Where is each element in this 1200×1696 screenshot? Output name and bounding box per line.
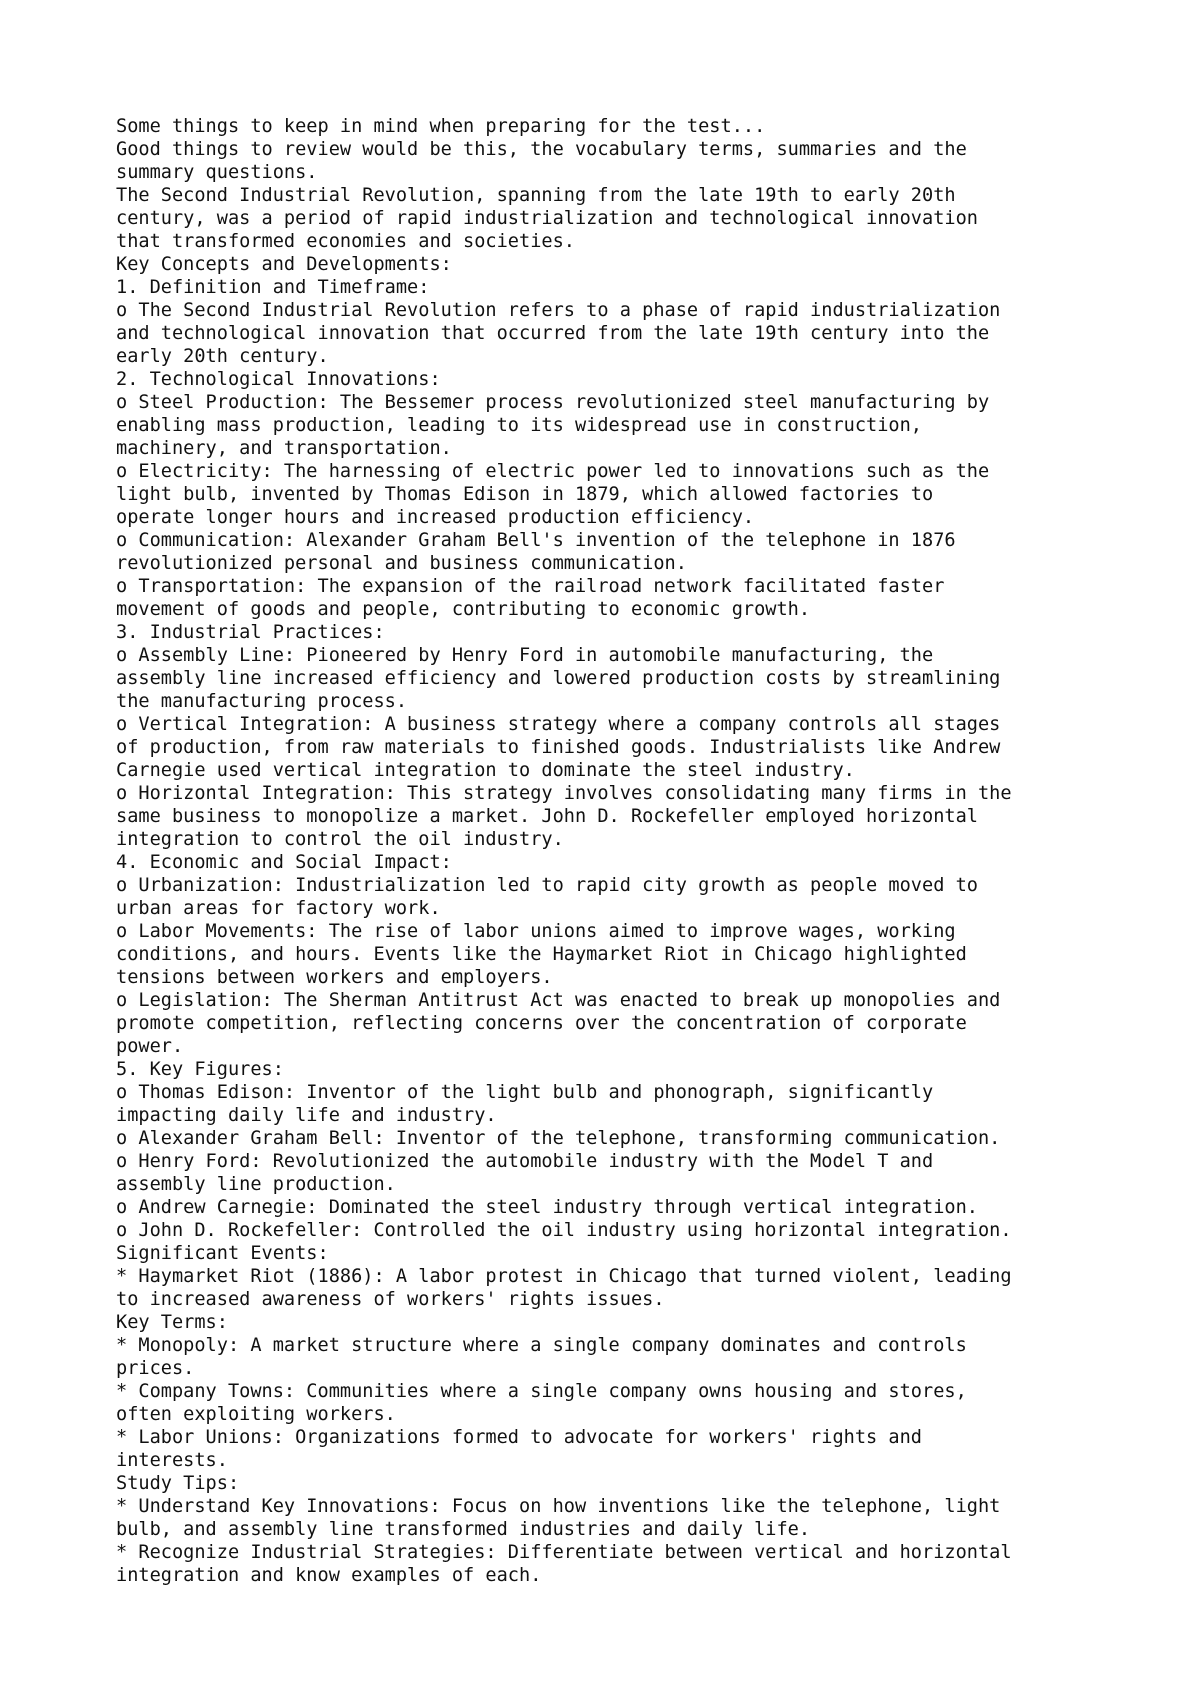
text-line: Carnegie used vertical integration to dominate the steel industry. <box>116 760 855 781</box>
text-line: promote competition, reflecting concerns over the concentration of corporate <box>116 1013 967 1034</box>
text-line: early 20th century. <box>116 346 329 367</box>
text-line: o The Second Industrial Revolution refers to a phase of rapid industrialization <box>116 300 1001 321</box>
text-line: Significant Events: <box>116 1243 329 1264</box>
text-line: o Transportation: The expansion of the railroad network facilitated faster <box>116 576 945 597</box>
text-line: * Labor Unions: Organizations formed to advocate for workers' rights and <box>116 1427 922 1448</box>
text-line: integration to control the oil industry. <box>116 829 564 850</box>
text-line: often exploiting workers. <box>116 1404 396 1425</box>
text-line: * Understand Key Innovations: Focus on how inventions like the telephone, light <box>116 1496 1001 1517</box>
text-line: tensions between workers and employers. <box>116 967 553 988</box>
text-line: o Thomas Edison: Inventor of the light bulb and phonograph, significantly <box>116 1082 934 1103</box>
text-line: prices. <box>116 1358 195 1379</box>
text-line: o Communication: Alexander Graham Bell's invention of the telephone in 1876 <box>116 530 956 551</box>
text-line: o Alexander Graham Bell: Inventor of the telephone, transforming communication. <box>116 1128 1001 1149</box>
text-line: interests. <box>116 1450 228 1471</box>
text-line: * Monopoly: A market structure where a single company dominates and controls <box>116 1335 967 1356</box>
text-line: conditions, and hours. Events like the Haymarket Riot in Chicago highlighted <box>116 944 967 965</box>
text-line: o Henry Ford: Revolutionized the automobile industry with the Model T and <box>116 1151 934 1172</box>
text-line: o John D. Rockefeller: Controlled the oil industry using horizontal integration. <box>116 1220 1012 1241</box>
text-line: o Andrew Carnegie: Dominated the steel industry through vertical integration. <box>116 1197 978 1218</box>
text-line: 4. Economic and Social Impact: <box>116 852 452 873</box>
text-line: o Urbanization: Industrialization led to rapid city growth as people moved to <box>116 875 978 896</box>
text-line: assembly line production. <box>116 1174 396 1195</box>
text-line: same business to monopolize a market. John D. Rockefeller employed horizontal <box>116 806 978 827</box>
text-line: power. <box>116 1036 184 1057</box>
document-body <box>116 115 1126 1587</box>
text-line: 5. Key Figures: <box>116 1059 284 1080</box>
text-line: machinery, and transportation. <box>116 438 452 459</box>
text-line: o Legislation: The Sherman Antitrust Act was enacted to break up monopolies and <box>116 990 1001 1011</box>
text-line: to increased awareness of workers' rights issues. <box>116 1289 665 1310</box>
text-line: century, was a period of rapid industrialization and technological innovation <box>116 208 978 229</box>
text-line: summary questions. <box>116 162 318 183</box>
text-line: Key Terms: <box>116 1312 228 1333</box>
text-line: * Recognize Industrial Strategies: Differentiate between vertical and horizontal <box>116 1542 1012 1563</box>
text-line: of production, from raw materials to finished goods. Industrialists like Andrew <box>116 737 1001 758</box>
text-line: revolutionized personal and business communication. <box>116 553 687 574</box>
text-line: * Company Towns: Communities where a single company owns housing and stores, <box>116 1381 967 1402</box>
text-line: 2. Technological Innovations: <box>116 369 441 390</box>
text-line: o Assembly Line: Pioneered by Henry Ford in automobile manufacturing, the <box>116 645 934 666</box>
text-line: urban areas for factory work. <box>116 898 441 919</box>
text-line: integration and know examples of each. <box>116 1565 542 1586</box>
text-line: the manufacturing process. <box>116 691 408 712</box>
text-line: assembly line increased efficiency and lowered production costs by streamlining <box>116 668 1001 689</box>
text-line: Key Concepts and Developments: <box>116 254 452 275</box>
text-line: impacting daily life and industry. <box>116 1105 497 1126</box>
text-line: enabling mass production, leading to its widespread use in construction, <box>116 415 922 436</box>
text-line: Good things to review would be this, the vocabulary terms, summaries and the <box>116 139 967 160</box>
text-line: bulb, and assembly line transformed industries and daily life. <box>116 1519 811 1540</box>
text-line: movement of goods and people, contributing to economic growth. <box>116 599 811 620</box>
text-line: o Labor Movements: The rise of labor unions aimed to improve wages, working <box>116 921 956 942</box>
text-line: * Haymarket Riot (1886): A labor protest in Chicago that turned violent, leading <box>116 1266 1012 1287</box>
text-line: operate longer hours and increased production efficiency. <box>116 507 755 528</box>
text-line: o Steel Production: The Bessemer process revolutionized steel manufacturing by <box>116 392 990 413</box>
text-line: o Horizontal Integration: This strategy involves consolidating many firms in the <box>116 783 1012 804</box>
text-line: Some things to keep in mind when preparing for the test... <box>116 116 766 137</box>
text-line: o Vertical Integration: A business strategy where a company controls all stages <box>116 714 1001 735</box>
text-line: The Second Industrial Revolution, spanning from the late 19th to early 20th <box>116 185 956 206</box>
text-line: 1. Definition and Timeframe: <box>116 277 430 298</box>
text-line: and technological innovation that occurred from the late 19th century into the <box>116 323 990 344</box>
text-line: o Electricity: The harnessing of electric power led to innovations such as the <box>116 461 990 482</box>
text-line: 3. Industrial Practices: <box>116 622 385 643</box>
text-line: light bulb, invented by Thomas Edison in 1879, which allowed factories to <box>116 484 934 505</box>
text-line: that transformed economies and societies. <box>116 231 575 252</box>
text-line: Study Tips: <box>116 1473 240 1494</box>
